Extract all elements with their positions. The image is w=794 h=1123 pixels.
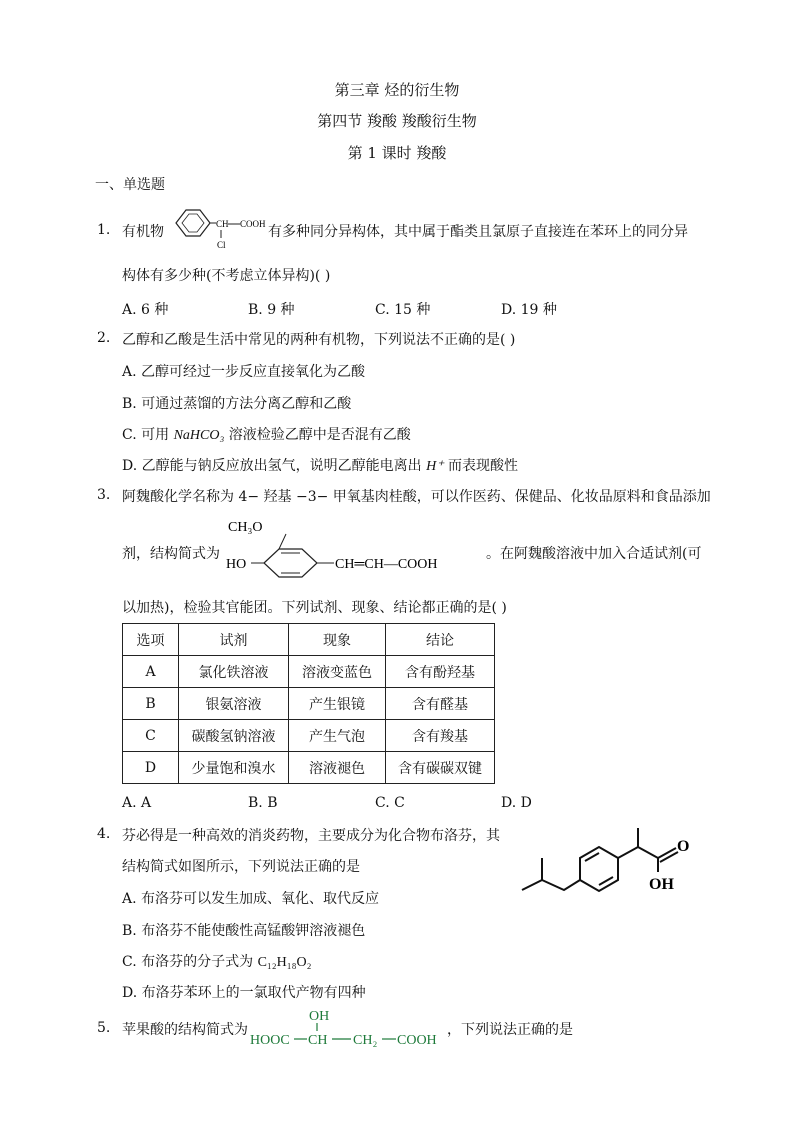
table-cell: 产生气泡 [289, 720, 386, 752]
option-d[interactable]: D. 布洛芬苯环上的一氯取代产物有四种 [122, 985, 366, 1001]
question-text: 。在阿魏酸溶液中加入合适试剂(可 [486, 546, 702, 562]
table-row [123, 688, 495, 720]
table-cell: 含有碳碳双键 [386, 752, 495, 784]
struct-o: O [677, 838, 690, 855]
question-number: 5. [97, 1020, 111, 1036]
struct-oh: OH [309, 1009, 330, 1024]
table-header: 结论 [386, 624, 495, 656]
option-b[interactable]: B. 可通过蒸馏的方法分离乙醇和乙酸 [122, 396, 352, 412]
option-d[interactable]: D. 19 种 [501, 302, 557, 318]
question-text: 阿魏酸化学名称为 4− 羟基 −3− 甲氧基肉桂酸，可以作医药、保健品、化妆品原料和食品添加 [122, 489, 711, 505]
table-header: 现象 [289, 624, 386, 656]
table-cell: 含有羧基 [386, 720, 495, 752]
table-cell: 氯化铁溶液 [179, 656, 289, 688]
option-c[interactable]: C. C [375, 795, 405, 811]
option-c[interactable]: C. 可用 NaHCO₃ 溶液检验乙醇中是否混有乙酸 [122, 427, 411, 443]
table-cell: 含有醛基 [386, 688, 495, 720]
struct-cooh: COOH [397, 1033, 437, 1048]
table-cell: 银氨溶液 [179, 688, 289, 720]
struct-ch: CH [216, 219, 229, 229]
question-text: 有机物 [122, 224, 164, 240]
option-d[interactable]: D. D [501, 795, 532, 811]
question-text: 苹果酸的结构简式为 [122, 1022, 248, 1038]
table-header: 选项 [123, 624, 179, 656]
part-title: 一、单选题 [95, 177, 165, 193]
question-text: 结构简式如图所示，下列说法正确的是 [122, 859, 360, 875]
question-text: 剂，结构简式为 [122, 546, 220, 562]
question-text: 构体有多少种(不考虑立体异构)( ) [122, 268, 331, 284]
option-b[interactable]: B. B [248, 795, 278, 811]
malic-acid-structure [248, 1004, 448, 1050]
question-text: 以加热)，检验其官能团。下列试剂、现象、结论都正确的是( ) [122, 600, 507, 616]
table-cell: 产生银镜 [289, 688, 386, 720]
question-text: 有多种同分异构体，其中属于酯类且氯原子直接连在苯环上的同分异 [268, 224, 688, 240]
option-c[interactable]: C. 15 种 [375, 302, 431, 318]
struct-cl: Cl [217, 240, 226, 250]
table-cell: 溶液变蓝色 [289, 656, 386, 688]
struct-chain: CH═CH—COOH [335, 557, 438, 572]
option-a[interactable]: A. 布洛芬可以发生加成、氧化、取代反应 [122, 891, 380, 907]
table-header-row [123, 624, 495, 656]
lesson-title: 第 1 课时 羧酸 [347, 144, 447, 162]
question-text: 芬必得是一种高效的消炎药物，主要成分为化合物布洛芬，其 [122, 828, 500, 844]
struct-ho: HO [226, 557, 247, 572]
option-a[interactable]: A. A [122, 795, 152, 811]
table-cell: D [123, 752, 179, 784]
table-cell: C [123, 720, 179, 752]
struct-ch3o: CH₃O [228, 520, 263, 535]
option-d[interactable]: D. 乙醇能与钠反应放出氢气，说明乙醇能电离出 H⁺ 而表现酸性 [122, 458, 519, 474]
question-number: 2. [97, 330, 111, 346]
table-header: 试剂 [179, 624, 289, 656]
option-b[interactable]: B. 9 种 [248, 302, 295, 318]
table-cell: B [123, 688, 179, 720]
option-c[interactable]: C. 布洛芬的分子式为 C₁₂H₁₈O₂ [122, 954, 312, 970]
chlorophenylacetic-acid-structure [166, 203, 270, 253]
chapter-title: 第三章 烃的衍生物 [334, 81, 460, 99]
struct-ch2: CH₂ [353, 1033, 378, 1048]
table-cell: A [123, 656, 179, 688]
question-number: 1. [97, 222, 111, 238]
question-number: 3. [97, 487, 111, 503]
question-text: ，下列说法正确的是 [447, 1022, 573, 1038]
table-cell: 碳酸氢钠溶液 [179, 720, 289, 752]
table-cell: 溶液褪色 [289, 752, 386, 784]
table-cell: 少量饱和溴水 [179, 752, 289, 784]
question-number: 4. [97, 826, 111, 842]
struct-oh: OH [649, 876, 674, 893]
table-row [123, 656, 495, 688]
option-b[interactable]: B. 布洛芬不能使酸性高锰酸钾溶液褪色 [122, 923, 366, 939]
struct-hooc: HOOC [250, 1033, 290, 1048]
option-a[interactable]: A. 6 种 [122, 302, 169, 318]
answer-table [122, 623, 495, 784]
ferulic-acid-structure [222, 512, 484, 582]
question-text: 乙醇和乙酸是生活中常见的两种有机物，下列说法不正确的是( ) [122, 332, 516, 348]
ibuprofen-structure [518, 826, 708, 900]
option-a[interactable]: A. 乙醇可经过一步反应直接氧化为乙酸 [122, 364, 366, 380]
table-row [123, 720, 495, 752]
formula-nahco3: NaHCO₃ [173, 428, 225, 443]
formula-c12h18o2: C₁₂H₁₈O₂ [257, 955, 312, 970]
table-cell: 含有酚羟基 [386, 656, 495, 688]
struct-ch: CH [308, 1033, 328, 1048]
table-row [123, 752, 495, 784]
struct-cooh: COOH [240, 219, 266, 229]
formula-h-ion: H⁺ [426, 459, 444, 474]
section-title: 第四节 羧酸 羧酸衍生物 [317, 112, 477, 130]
